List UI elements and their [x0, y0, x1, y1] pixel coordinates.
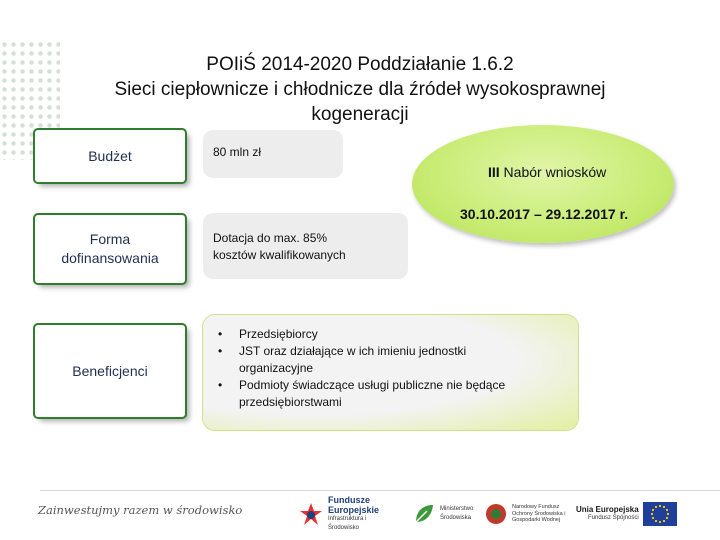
beneficiaries-label-box: [35, 325, 185, 417]
nabor-roman: III: [488, 164, 500, 180]
nfosigw-text: Narodowy Fundusz Ochrony Środowiska i Gospodarki Wodnej: [512, 504, 566, 524]
budget-value-box: [203, 130, 343, 178]
funding-label-box: [35, 215, 185, 283]
footer-slogan: Zainwestujmy razem w środowisko: [38, 503, 243, 517]
funding-value-box: [203, 213, 408, 279]
beneficiaries-list: [203, 315, 578, 411]
funding-label-line-2: dofinansowania: [61, 250, 159, 266]
nfosigw-logo: [484, 496, 570, 532]
footer-divider: [40, 490, 720, 491]
budget-label: Budżet: [88, 147, 132, 164]
page-title: [60, 52, 660, 127]
beneficiaries-label: Beneficjenci: [72, 362, 148, 379]
list-item: • Podmioty świadczące usługi publiczne nie będące przedsiębiorstwami: [239, 377, 539, 411]
nfosigw-emblem-icon: [484, 502, 508, 526]
leaf-icon: [412, 502, 436, 526]
fundusze-europejskie-logo: [298, 496, 398, 532]
funding-value-line-2: kosztów kwalifikowanych: [213, 248, 346, 262]
nabor-dates: 30.10.2017 – 29.12.2017 r.: [460, 206, 629, 222]
title-line-1: POIiŚ 2014-2020 Poddziałanie 1.6.2: [206, 54, 514, 75]
nabor-text: Nabór wniosków: [499, 164, 607, 180]
unia-europejska-logo: [576, 496, 677, 532]
budget-label-box: [35, 130, 185, 182]
ministerstwo-text: Ministerstwo Środowiska: [440, 506, 474, 521]
ue-title: Unia Europejska: [576, 505, 639, 514]
title-line-2: Sieci ciepłownicze i chłodnicze dla źródeł wysokosprawnej: [114, 79, 606, 100]
list-item: • JST oraz działające w ich imieniu jednostki organizacyjne: [239, 343, 539, 377]
funding-value-line-1: Dotacja do max. 85%: [213, 231, 328, 245]
funding-label-line-1: Forma: [89, 231, 131, 247]
ue-subtitle: Fundusz Spójności: [587, 515, 639, 521]
list-item: • Przedsiębiorcy: [239, 326, 539, 343]
nabor-ellipse: [412, 125, 674, 243]
fundusze-title: Fundusze Europejskie: [328, 495, 380, 515]
eu-flag-icon: [643, 502, 677, 526]
nabor-heading: [488, 164, 606, 180]
title-line-3: kogeneracji: [311, 104, 409, 125]
budget-value: 80 mln zł: [213, 145, 262, 159]
fundusze-star-icon: [298, 501, 324, 527]
fundusze-subtitle: Infrastruktura i Środowisko: [328, 516, 367, 531]
ministerstwo-logo: [412, 496, 476, 532]
beneficiaries-box: [203, 315, 578, 430]
